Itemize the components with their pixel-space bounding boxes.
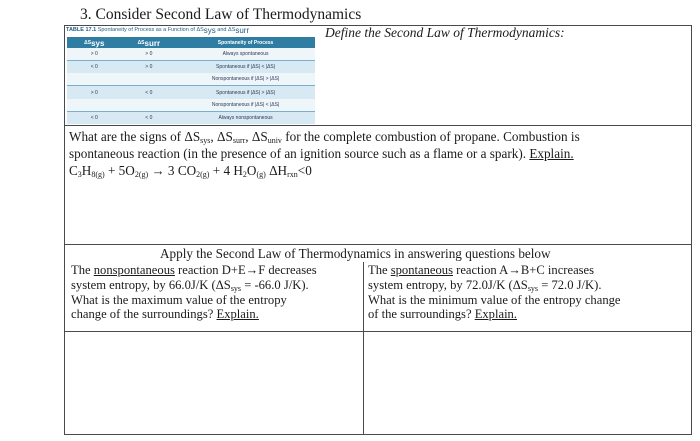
answer-area-left[interactable] [66,333,362,433]
table-caption [66,27,249,33]
table-row: Nonspontaneous if |ΔS| > |ΔS| [67,73,315,86]
table-caption-sub1: sys [203,26,216,35]
spontaneity-table [67,37,315,124]
define-prompt: Define the Second Law of Thermodynamics: [325,25,565,40]
signs-question-line1: What are the signs of $\Delta S_{sys}$, $\Delta S_{surr}$, $\Delta S_{univ}$ for the complete combustion of propane. Combustion is [69,129,580,145]
column-divider [363,262,364,434]
divider-line [64,125,692,126]
table-caption-text: Spontaneity of Process as a Function of ΔS [97,27,204,33]
table-caption-sub2: surr [235,26,250,35]
signs-question [69,128,687,179]
table-caption-label: TABLE 17.1 [66,27,97,33]
divider-line [64,331,692,332]
divider-line [64,244,692,245]
answer-area-right[interactable] [365,333,690,433]
apply-heading: Apply the Second Law of Thermodynamics in answering questions below [160,246,551,261]
table-row: < 0 > 0 Spontaneous if |ΔS| < |ΔS| [67,61,315,74]
table-row: > 0 > 0 Always spontaneous [67,48,315,61]
table-header-row [67,37,315,48]
header-dssurr: $\Delta S_{surr}$ [122,37,177,48]
spontaneous-question: The spontaneous reaction A→B+C increases system entropy, by 72.0J/K ($\Delta S_{sys} = 72.0$ J/K). What is the minimum value of the entropy change of the surroundings? Explain. [368,263,621,322]
question-title: 3. Consider Second Law of Thermodynamics [80,6,362,23]
signs-question-line2: spontaneous reaction (in the presence of an ignition source such as a flame or a spark). Explain. [69,146,574,161]
table-row: > 0 < 0 Spontaneous if |ΔS| > |ΔS| [67,86,315,99]
explain-link: Explain. [529,146,574,161]
table-caption-mid: and ΔS [215,27,236,33]
nonspontaneous-question: The nonspontaneous reaction D+E→F decreases system entropy, by 66.0J/K ($\Delta S_{sys} = -66.0$ J/K). What is the maximum value of the entropy change of the surroundings? Explain. [71,263,317,322]
header-spontaneity: Spontaneity of Process [176,37,315,48]
table-row: < 0 < 0 Always nonspontaneous [67,111,315,124]
combustion-equation: $C_3H_{8(g)} + 5O_{2(g)} \to 3$ $CO_{2(g)} + 4$ $H_2O_{(g)}$ $\Delta H_{rxn}<0$ [69,163,312,179]
header-dssys: $\Delta S_{sys}$ [67,37,122,48]
table-row: Nonspontaneous if |ΔS| < |ΔS| [67,99,315,112]
